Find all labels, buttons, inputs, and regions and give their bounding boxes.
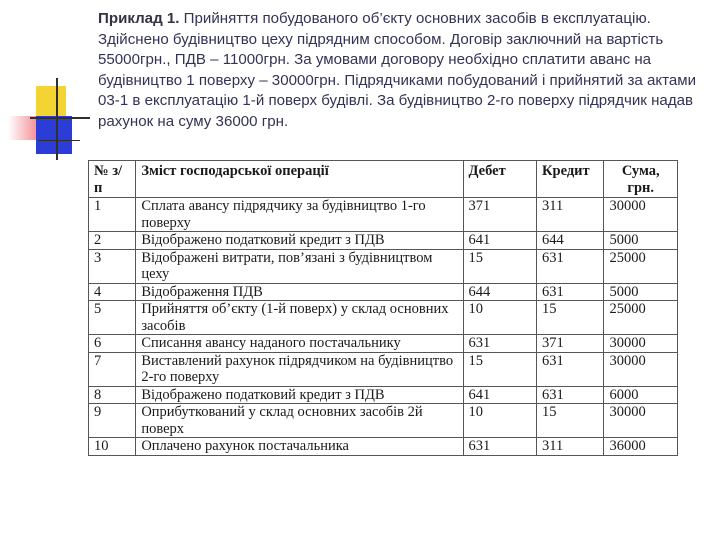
- cell-credit: 631: [537, 352, 604, 386]
- cell-debit: 15: [463, 352, 536, 386]
- cell-credit: 311: [537, 198, 604, 232]
- cell-description: Відображено податковий кредит з ПДВ: [136, 386, 463, 404]
- table-row: [89, 386, 678, 404]
- table-row: [89, 232, 678, 250]
- cell-debit: 10: [463, 301, 536, 335]
- cell-credit: 371: [537, 335, 604, 353]
- header-debit: Дебет: [463, 161, 536, 198]
- table-row: [89, 283, 678, 301]
- cell-sum: 30000: [604, 335, 678, 353]
- cell-num: 2: [89, 232, 136, 250]
- decor-vertical-line: [56, 78, 58, 160]
- table-row: [89, 404, 678, 438]
- header-credit: Кредит: [537, 161, 604, 198]
- cell-num: 10: [89, 438, 136, 456]
- cell-credit: 644: [537, 232, 604, 250]
- cell-num: 9: [89, 404, 136, 438]
- header-num: № з/п: [89, 161, 136, 198]
- decor-horizontal-line-lower: [38, 140, 80, 141]
- cell-description: Відображені витрати, пов’язані з будівництвом цеху: [136, 249, 463, 283]
- table-row: [89, 352, 678, 386]
- cell-sum: 5000: [604, 283, 678, 301]
- cell-debit: 641: [463, 386, 536, 404]
- cell-description: Оприбуткований у склад основних засобів 2й поверх: [136, 404, 463, 438]
- cell-num: 5: [89, 301, 136, 335]
- header-description: Зміст господарської операції: [136, 161, 463, 198]
- cell-sum: 30000: [604, 352, 678, 386]
- header-sum: Сума, грн.: [604, 161, 678, 198]
- operations-table: [88, 160, 678, 456]
- cell-debit: 631: [463, 438, 536, 456]
- cell-sum: 30000: [604, 404, 678, 438]
- cell-description: Оплачено рахунок постачальника: [136, 438, 463, 456]
- cell-credit: 311: [537, 438, 604, 456]
- decor-horizontal-line: [30, 117, 90, 119]
- cell-description: Списання авансу наданого постачальнику: [136, 335, 463, 353]
- example-intro: [98, 9, 698, 132]
- cell-description: Виставлений рахунок підрядчиком на будівництво 2-го поверху: [136, 352, 463, 386]
- table-row: [89, 335, 678, 353]
- cell-debit: 15: [463, 249, 536, 283]
- cell-debit: 641: [463, 232, 536, 250]
- example-text: Прийняття побудованого об’єкту основних засобів в експлуатацію. Здійснено будівництво цеху підрядним способом. Договір заключний на вартість 55000грн., ПДВ – 11000грн. За умовами договору необхідно сплатити аванс на будівництво 1 поверху – 30000грн. Підрядчиками побудований і прийнятий за актами 03-1 в експлуатацію 1-й поверх будівлі. За будівництво 2-го поверху підрядчик надав рахунок на суму 36000 грн.: [98, 10, 697, 130]
- cell-credit: 15: [537, 301, 604, 335]
- cell-sum: 6000: [604, 386, 678, 404]
- decor-blue-square: [36, 116, 72, 154]
- cell-num: 6: [89, 335, 136, 353]
- cell-credit: 631: [537, 386, 604, 404]
- table-row: [89, 249, 678, 283]
- cell-num: 8: [89, 386, 136, 404]
- table-header-row: [89, 161, 678, 198]
- cell-sum: 25000: [604, 301, 678, 335]
- cell-credit: 15: [537, 404, 604, 438]
- cell-num: 4: [89, 283, 136, 301]
- cell-debit: 631: [463, 335, 536, 353]
- example-title: Приклад 1.: [98, 10, 180, 27]
- cell-num: 3: [89, 249, 136, 283]
- cell-sum: 36000: [604, 438, 678, 456]
- cell-debit: 10: [463, 404, 536, 438]
- table-row: [89, 438, 678, 456]
- cell-debit: 371: [463, 198, 536, 232]
- table-row: [89, 301, 678, 335]
- cell-description: Відображено податковий кредит з ПДВ: [136, 232, 463, 250]
- cell-num: 7: [89, 352, 136, 386]
- cell-num: 1: [89, 198, 136, 232]
- cell-credit: 631: [537, 283, 604, 301]
- cell-sum: 30000: [604, 198, 678, 232]
- cell-description: Прийняття об’єкту (1-й поверх) у склад основних засобів: [136, 301, 463, 335]
- cell-credit: 631: [537, 249, 604, 283]
- table-row: [89, 198, 678, 232]
- cell-description: Відображення ПДВ: [136, 283, 463, 301]
- cell-sum: 5000: [604, 232, 678, 250]
- cell-description: Сплата авансу підрядчику за будівництво 1-го поверху: [136, 198, 463, 232]
- cell-sum: 25000: [604, 249, 678, 283]
- cell-debit: 644: [463, 283, 536, 301]
